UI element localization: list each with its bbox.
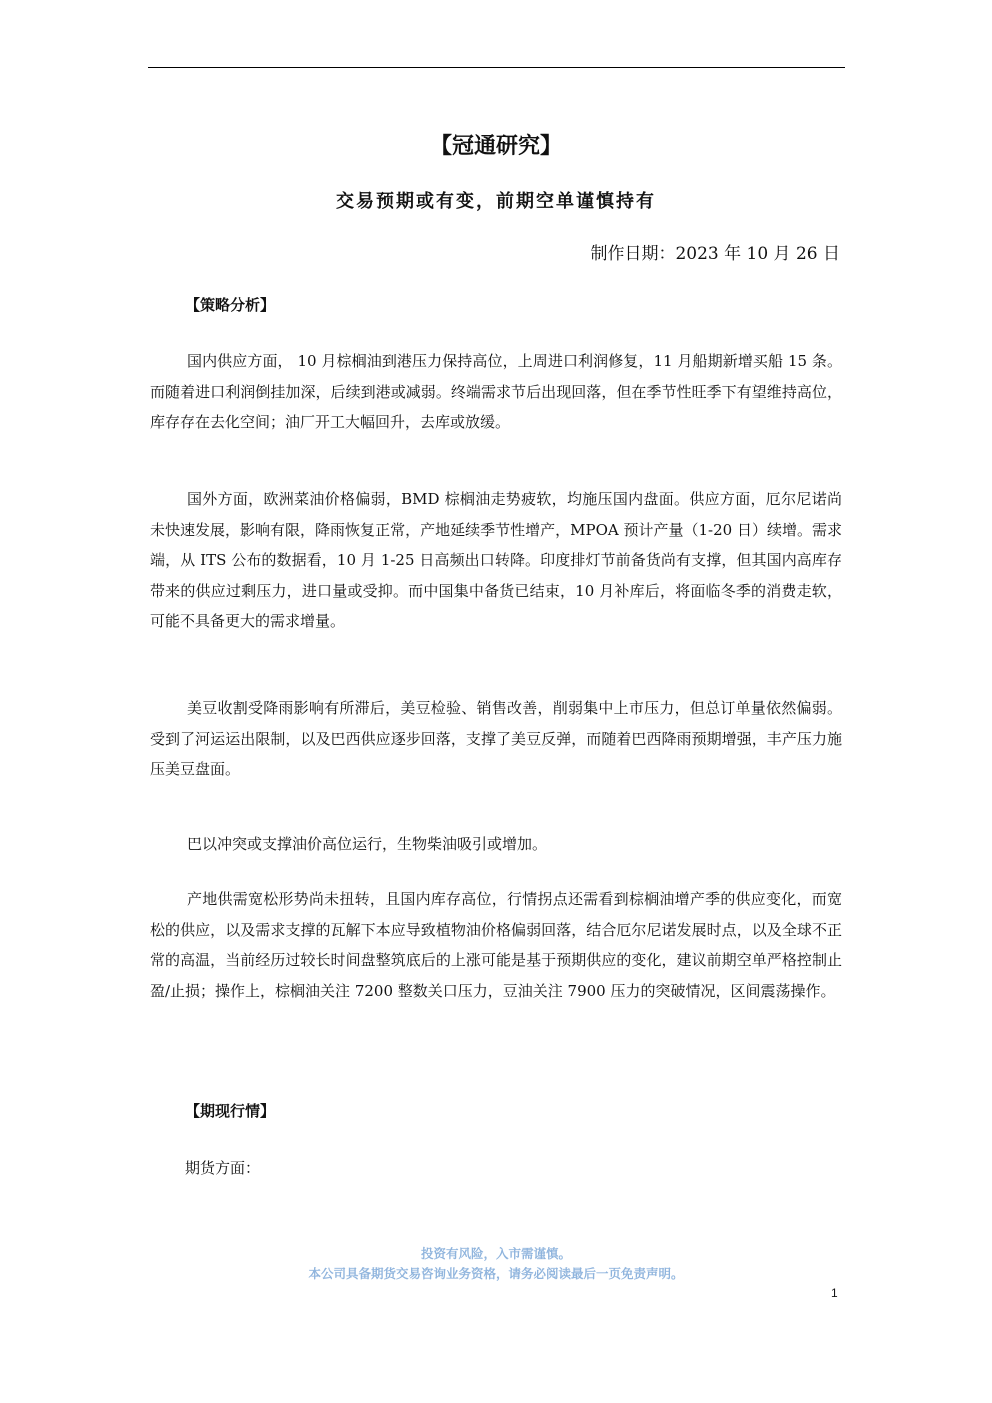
strategy-paragraph-soybean: 美豆收割受降雨影响有所滞后，美豆检验、销售改善，削弱集中上市压力，但总订单量依然偏弱。受到了河运运出限制，以及巴西供应逐步回落，支撑了美豆反弹，而随着巴西降雨预期增强，丰产压力施压美豆盘面。 bbox=[150, 699, 842, 778]
strategy-paragraph-supply: 国内供应方面， 10 月棕榈油到港压力保持高位，上周进口利润修复，11 月船期新增买船 15 条。而随着进口利润倒挂加深，后续到港或减弱。终端需求节后出现回落，但在季节性旺季下有望维持高位，库存存在去化空间；油厂开工大幅回升，去库或放缓。 bbox=[150, 352, 842, 431]
market-heading: 【期现行情】 bbox=[185, 1102, 276, 1120]
page-number: 1 bbox=[831, 1286, 838, 1300]
strategy-paragraph-conclusion: 产地供需宽松形势尚未扭转，且国内库存高位，行情拐点还需看到棕榈油增产季的供应变化，而宽松的供应，以及需求支撑的瓦解下本应导致植物油价格偏弱回落，结合厄尔尼诺发展时点，以及全球不正常的高温，当前经历过较长时间盘整筑底后的上涨可能是基于预期供应的变化，建议前期空单严格控制止盈/止损；操作上，棕榈油关注 7200 整数关口压力，豆油关注 7900 压力的突破情况，区间震荡操作。 bbox=[150, 890, 842, 1000]
risk-warning: 投资有风险，入市需谨慎。 bbox=[420, 1246, 571, 1261]
strategy-paragraph-overseas: 国外方面，欧洲菜油价格偏弱，BMD 棕榈油走势疲软，均施压国内盘面。供应方面，厄尔尼诺尚未快速发展，影响有限，降雨恢复正常，产地延续季节性增产，MPOA 预计产量（1-20 日）续增。需求端，从 ITS 公布的数据看，10 月 1-25 日高频出口转降。印度排灯节前备货尚有支撑，但其国内高库存带来的供应过剩压力，进口量或受抑。而中国集中备货已结束，10 月补库后，将面临冬季的消费走软，可能不具备更大的需求增量。 bbox=[150, 490, 842, 630]
brand-title: 【冠通研究】 bbox=[429, 133, 562, 159]
report-date: 制作日期：2023 年 10 月 26 日 bbox=[590, 244, 840, 264]
disclaimer-notice: 本公司具备期货交易咨询业务资格，请务必阅读最后一页免责声明。 bbox=[308, 1266, 684, 1281]
strategy-heading: 【策略分析】 bbox=[185, 296, 276, 314]
report-title: 交易预期或有变，前期空单谨慎持有 bbox=[336, 191, 656, 212]
strategy-paragraph-crude: 巴以冲突或支撑油价高位运行，生物柴油吸引或增加。 bbox=[187, 835, 548, 853]
futures-subheading: 期货方面： bbox=[185, 1159, 261, 1177]
header-rule bbox=[148, 67, 845, 68]
